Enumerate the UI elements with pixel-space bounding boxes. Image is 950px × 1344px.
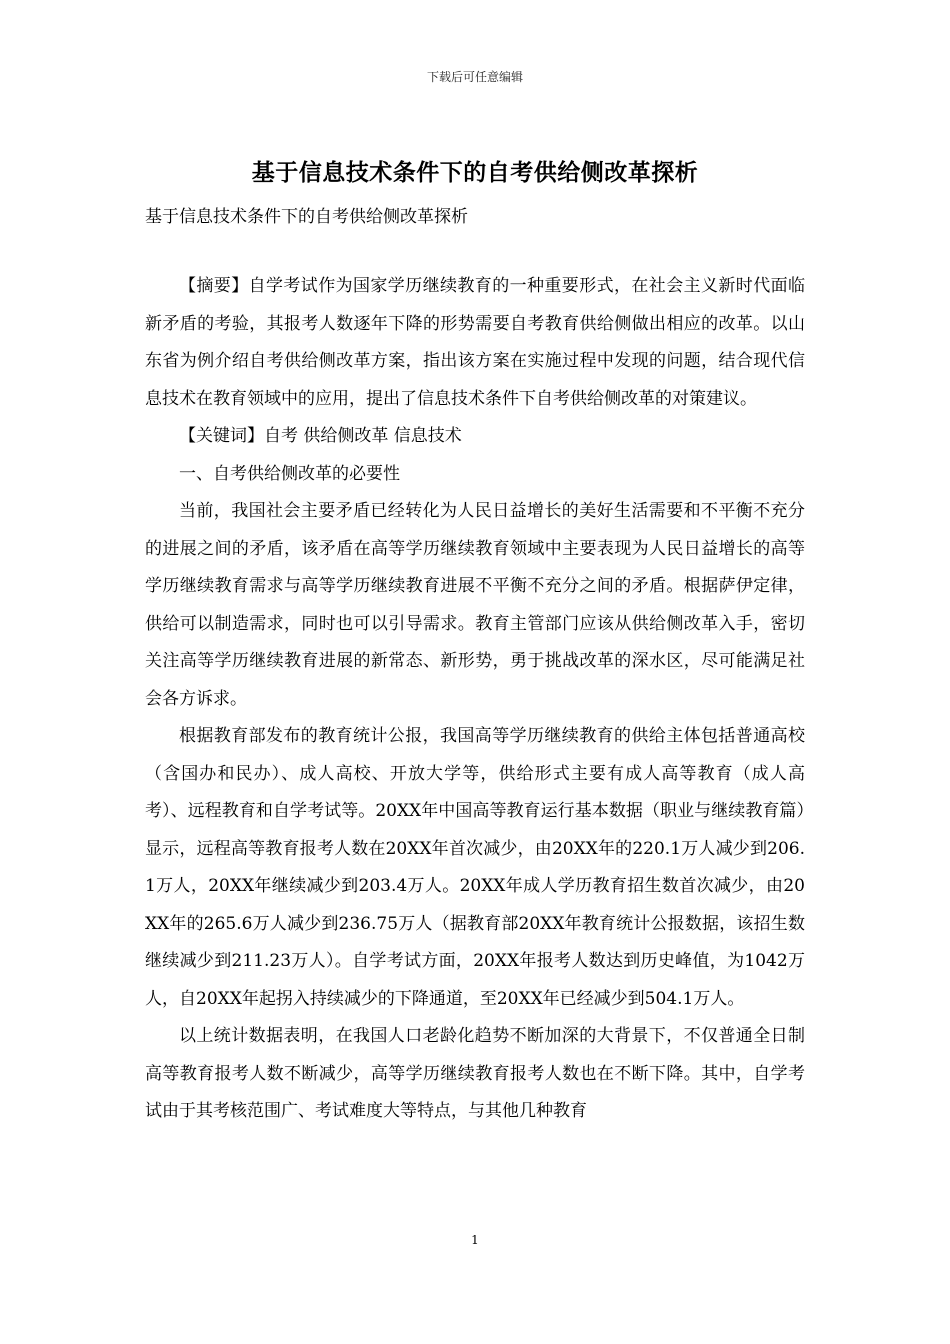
abstract-paragraph: 【摘要】自学考试作为国家学历继续教育的一种重要形式，在社会主义新时代面临新矛盾的考验，其报考人数逐年下降的形势需要自考教育供给侧做出相应的改革。以山东省为例介绍自考供给侧改革方案，指出该方案在实施过程中发现的问题，结合现代信息技术在教育领域中的应用，提出了信息技术条件下自考供给侧改革的对策建议。 (145, 276, 805, 409)
page-number: 1 (471, 1233, 479, 1247)
body-paragraph: 以上统计数据表明，在我国人口老龄化趋势不断加深的大背景下，不仅普通全日制高等教育报考人数不断减少，高等学历继续教育报考人数也在不断下降。其中，自学考试由于其考核范围广、考试难度大等特点，与其他几种教育 (145, 1026, 805, 1121)
document-body (145, 268, 805, 1131)
keywords-line: 【关键词】自考 供给侧改革 信息技术 (179, 426, 462, 446)
document-title: 基于信息技术条件下的自考供给侧改革探析 (251, 159, 699, 186)
page-header-note: 下载后可任意编辑 (426, 70, 523, 84)
section-heading: 一、自考供给侧改革的必要性 (179, 463, 400, 484)
body-paragraph: 根据教育部发布的教育统计公报，我国高等学历继续教育的供给主体包括普通高校（含国办和民办）、成人高校、开放大学等，供给形式主要有成人高等教育（成人高考）、远程教育和自学考试等。20XX年中国高等教育运行基本数据（职业与继续教育篇）显示，远程高等教育报考人数在20XX年首次减少，由20XX年的220.1万人减少到206.1万人，20XX年继续减少到203.4万人。20XX年成人学历教育招生数首次减少，由20XX年的265.6万人减少到236.75万人（据教育部20XX年教育统计公报数据，该招生数继续减少到211.23万人）。自学考试方面，20XX年报考人数达到历史峰值，为1042万人，自20XX年起拐入持续减少的下降通道，至20XX年已经减少到504.1万人。 (145, 726, 805, 1009)
document-subtitle: 基于信息技术条件下的自考供给侧改革探析 (145, 207, 468, 227)
body-paragraph: 当前，我国社会主要矛盾已经转化为人民日益增长的美好生活需要和不平衡不充分的进展之间的矛盾，该矛盾在高等学历继续教育领域中主要表现为人民日益增长的高等学历继续教育需求与高等学历继续教育进展不平衡不充分之间的矛盾。根据萨伊定律，供给可以制造需求，同时也可以引导需求。教育主管部门应该从供给侧改革入手，密切关注高等学历继续教育进展的新常态、新形势，勇于挑战改革的深水区，尽可能满足社会各方诉求。 (145, 501, 805, 709)
